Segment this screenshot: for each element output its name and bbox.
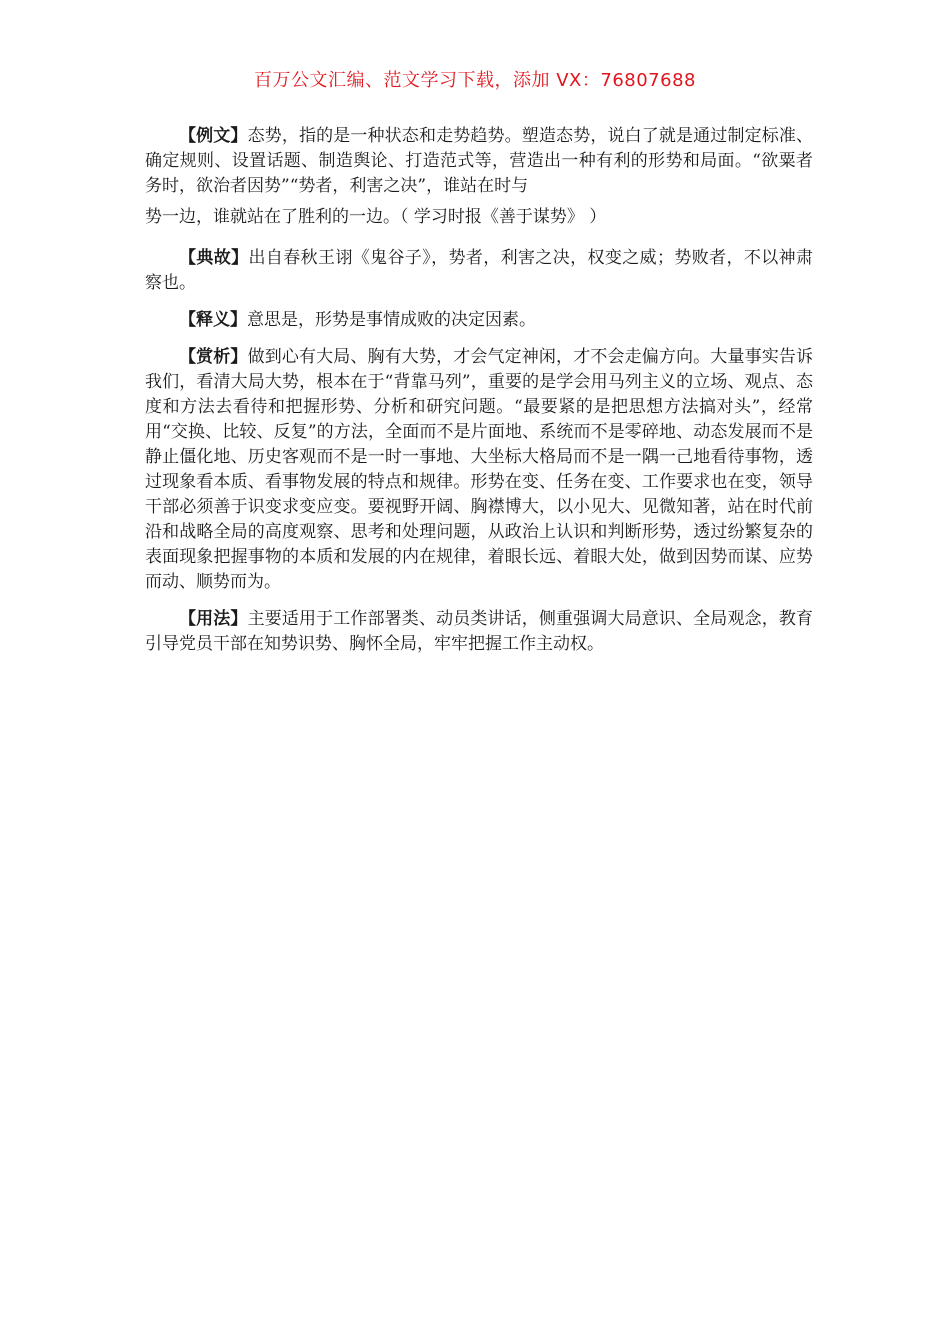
usage-tag: 【用法】 [179,609,248,629]
header-watermark-text: 百万公文汇编、范文学习下载，添加 VX：76807688 [254,70,696,91]
example-paragraph [145,124,813,230]
meaning-body: 意思是，形势是事情成败的决定因素。 [247,310,536,330]
analysis-body: 做到心有大局、胸有大势，才会气定神闲，才不会走偏方向。大量事实告诉我们，看清大局大势，根本在于“背靠马列”，重要的是学会用马列主义的立场、观点、态度和方法去看待和把握形势、分析和研究问题。“最要紧的是把思想方法搞对头”，经常用“交换、比较、反复”的方法，全面而不是片面地、系统而不是零碎地、动态发展而不是静止僵化地、历史客观而不是一时一事地、大坐标大格局而不是一隅一己地看待事物，透过现象看本质、看事物发展的特点和规律。形势在变、任务在变、工作要求也在变，领导干部必须善于识变求变应变。要视野开阔、胸襟博大，以小见大、见微知著，站在时代前沿和战略全局的高度观察、思考和处理问题，从政治上认识和判断形势，透过纷繁复杂的表面现象把握事物的本质和发展的内在规律，着眼长远、着眼大处，做到因势而谋、应势而动、顺势而为。 [145,347,814,592]
usage-body: 主要适用于工作部署类、动员类讲话，侧重强调大局意识、全局观念，教育引导党员干部在知势识势、胸怀全局，牢牢把握工作主动权。 [145,609,814,654]
origin-tag: 【典故】 [179,248,249,268]
example-last-line [145,205,813,230]
origin-paragraph [145,246,813,296]
analysis-tag: 【赏析】 [179,347,248,367]
usage-paragraph [145,607,813,657]
origin-body: 出自春秋王诩《鬼谷子》，势者，利害之决，权变之威；势败者，不以神肃察也。 [145,248,813,293]
meaning-paragraph [145,308,813,333]
document-body [145,124,813,669]
example-source: （ 学习时报《善于谋势》 ） [400,207,607,227]
example-tag: 【例文】 [179,126,248,146]
meaning-tag: 【释义】 [179,310,247,330]
example-body: 态势，指的是一种状态和走势趋势。塑造态势，说白了就是通过制定标准、确定规则、设置话题、制造舆论、打造范式等，营造出一种有利的形势和局面。“欲粟者务时，欲治者因势”“势者，利害之决”，谁站在时与 [145,126,814,196]
analysis-paragraph [145,345,813,595]
example-body-last: 势一边，谁就站在了胜利的一边。 [145,207,400,227]
